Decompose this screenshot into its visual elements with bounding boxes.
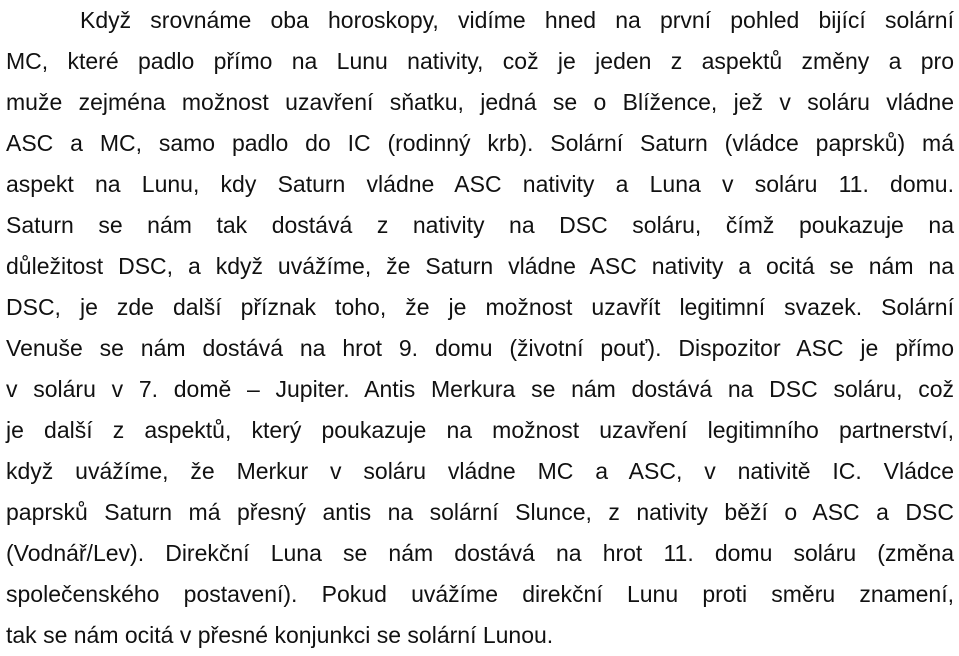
text-line: ASC a MC, samo padlo do IC (rodinný krb). Solární Saturn (vládce paprsků) má (6, 130, 954, 156)
text-line: Saturn se nám tak dostává z nativity na DSC soláru, čímž poukazuje na (6, 212, 954, 238)
text-line: důležitost DSC, a když uvážíme, že Saturn vládne ASC nativity a ocitá se nám na (6, 253, 954, 279)
text-line: muže zejména možnost uzavření sňatku, jedná se o Blížence, jež v soláru vládne (6, 89, 954, 115)
text-line: tak se nám ocitá v přesné konjunkci se solární Lunou. (6, 622, 554, 648)
text-line: Venuše se nám dostává na hrot 9. domu (životní pouť). Dispozitor ASC je přímo (6, 335, 954, 361)
text-line: (Vodnář/Lev). Direkční Luna se nám dostává na hrot 11. domu soláru (změna (6, 540, 954, 566)
text-line: společenského postavení). Pokud uvážíme direkční Lunu proti směru znamení, (6, 581, 954, 607)
text-line: aspekt na Lunu, kdy Saturn vládne ASC nativity a Luna v soláru 11. domu. (6, 171, 954, 197)
text-line: DSC, je zde další příznak toho, že je možnost uzavřít legitimní svazek. Solární (6, 294, 954, 320)
text-line: paprsků Saturn má přesný antis na solární Slunce, z nativity běží o ASC a DSC (6, 499, 954, 525)
text-line: je další z aspektů, který poukazuje na možnost uzavření legitimního partnerství, (6, 417, 954, 443)
text-line: Když srovnáme oba horoskopy, vidíme hned na první pohled bijící solární (80, 7, 954, 33)
text-line: MC, které padlo přímo na Lunu nativity, což je jeden z aspektů změny a pro (6, 48, 954, 74)
text-line: když uvážíme, že Merkur v soláru vládne MC a ASC, v nativitě IC. Vládce (6, 458, 954, 484)
text-line: v soláru v 7. domě – Jupiter. Antis Merkura se nám dostává na DSC soláru, což (6, 376, 954, 402)
